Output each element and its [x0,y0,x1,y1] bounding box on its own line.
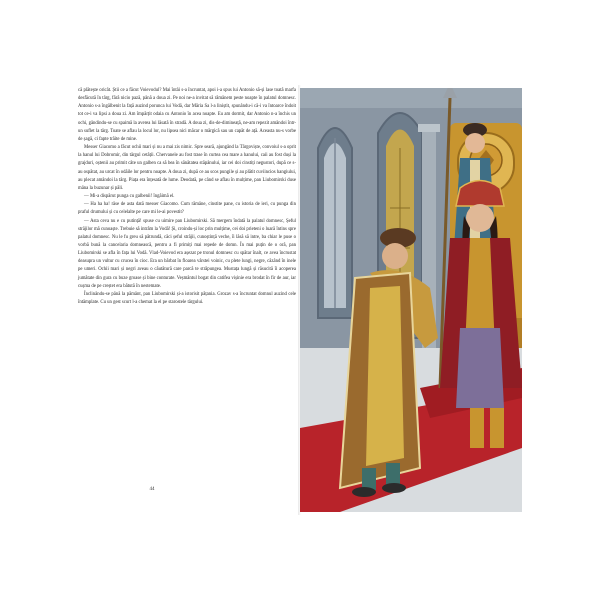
illustration-panel [300,88,522,512]
gothic-window-left [318,128,352,318]
paragraph: că plătește oricât. Știi ce a făcut Voievodul? Mai întâi s-a încruntat, apoi i-a spus lui Antonio să-și lase toată marfa desfăcută în târg, fără nicio pază, până a doua zi. Pe noi ne-a invitat să rămânem peste noapte în palatul domnesc. Antonio s-a îngălbenit la față auzind porunca lui Vodă, dar Măria Sa l-a liniștit, spunându-i că-i va întoarce îndoit tot ce-i va lipsi a doua zi. Am împărțit odaia cu Antonio în acea noapte. Eu am dormit, dar Antonio n-a închis un ochi, gândindu-se cu spaimă la averea lui lăsată în stradă. A doua zi, dis-de-dimineață, ne-am repezit amândoi într-un suflet la târg. Toate se aflau la locul lor, nu lipsea nici măcar o mărgică sau un capăt de ață. Aceasta nu-s vorbe de șagă, ci fapte trăite de mine. [78,88,296,142]
paragraph: — Mi-a dispărut punga cu galbenii! îngăimă el. [84,194,175,200]
paragraph: — Ha ha ha! râse de asta dată messer Giacomo. Cum rămâne, cinstite pane, cu istoria de ieri, cu punga din praful drumului și cu celelalte pe care mi le-ai povestit? [78,202,296,216]
paragraph: — Asta ceva nu e cu putință! spuse cu uimire pan Liubomirski. Să mergem îndată la palatul domnesc, Șeful străjilor mă cunoaște. Trebuie să intrăm la Vodă! Și, croindu-și loc prin mulțime, cei doi prieteni o luară întins spre palatul domnesc. Nu le fu greu să pătrundă, căci șeful străjii, cunoștință veche, îi lăsă să intre, ba chiar le puse o vorbă bună la cancelaria domnească, pentru a fi primiți mai repede de domn. În mai puțin de o oră, pan Liubomirski se afla în fața lui Vodă. Vlad-Voievod era așezat pe tronul domnesc cu spătar înalt, ce avea încrustat deasupra un vultur cu crucea în cioc. Era un bărbat în floarea vârstei voinic, cu plete lungi, negre, căzând în inele pe umeri. Ochii mari și negri aveau o căutătură care parcă te străpungea. Mustața lungă și răsucită îi acoperea jumătate din gura cu buze groase și bine conturate. Veșmântul bogat din catifea vișinie era brodat în fir de aur, iar cușma de pe creștet era bătută în nestemate. [78,218,296,289]
text-page [78,87,296,512]
painting-icon [300,88,522,512]
page-number: 44 [149,487,155,492]
paragraph: Messer Giacomo a făcut ochii mari și nu a mai zis nimic. Spre seară, ajungând la Târgoviște, convoiul s-a oprit la hanul lui Dobromir, din târgul cetății. Chervanele au fost trase în curtea cea mare a hanului, caii au fost duși la grajduri, oștenii au primit câte un galben ca să bea în sănătatea stăpânului, iar cei doi cinstiți negustori, după ce s-au ospătat, au urcat în odăile lor pentru noapte. A doua zi, după ce au scos pungile și au plătit cuviincios hangiului, au plecat amândoi la târg. Piața era înțesată de lume. Deodată, pe când se aflau în mulțime, pan Liubomirski duse mâna la buzunar și păli. [78,145,296,191]
paragraph: Înclinându-se până la pământ, pan Liubomirski și-a istorisit pățania. Grozav s-a încruntat domnul auzind cele întâmplate. Cu un gest scurt l-a chemat la el pe starostele târgului. [78,291,296,306]
